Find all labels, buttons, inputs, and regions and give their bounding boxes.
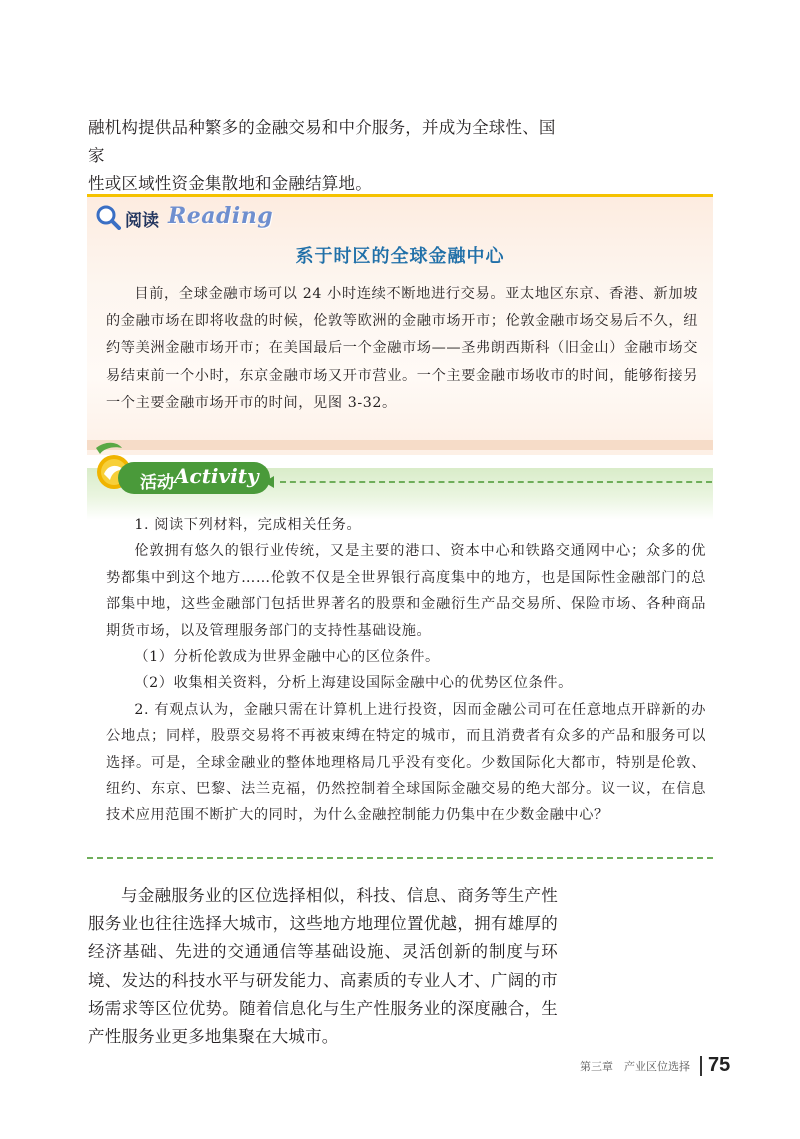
- intro-line-2: 性或区域性资金集散地和金融结算地。: [88, 174, 372, 193]
- activity-top-divider: [280, 481, 712, 483]
- closing-paragraph: 与金融服务业的区位选择相似，科技、信息、商务等生产性服务业也往往选择大城市，这些地方地理位置优越，拥有雄厚的经济基础、先进的交通通信等基础设施、灵活创新的制度与环境、发达的科技水平与研发能力、高素质的专业人才、广阔的市场需求等区位优势。随着信息化与生产性服务业的深度融合，生产性服务业更多地集聚在大城市。: [88, 886, 558, 1047]
- activity-label-en: Activity: [174, 464, 259, 488]
- activity-task-1-q2: （2）收集相关资料，分析上海建设国际金融中心的优势区位条件。: [134, 675, 573, 692]
- activity-task-1-q1: （1）分析伦敦成为世界金融中心的区位条件。: [134, 649, 440, 666]
- activity-label: 活动: [140, 473, 174, 493]
- magnifier-icon: [95, 204, 121, 230]
- intro-line-1: 融机构提供品种繁多的金融交易和中介服务，并成为全球性、国家: [88, 118, 556, 165]
- chapter-title: 第三章 产业区位选择: [580, 1060, 690, 1073]
- reading-label-en: Reading: [168, 203, 274, 229]
- page-number: 75: [708, 1054, 731, 1076]
- reading-label: 阅读: [125, 211, 159, 231]
- reading-box-bottom-band: [87, 440, 713, 450]
- reading-body: 目前，全球金融市场可以 24 小时连续不断地进行交易。亚太地区东京、香港、新加坡的金融市场在即将收盘的时候，伦敦等欧洲的金融市场开市；伦敦金融市场交易后不久，纽约等美洲金融市场开市；在美国最后一个金融市场——圣弗朗西斯科（旧金山）金融市场交易结束前一个小时，东京金融市场又开市营业。一个主要金融市场收市的时间，能够衔接另一个主要金融市场开市的时间，见图 3-32。: [106, 286, 698, 411]
- activity-task-2: 2. 有观点认为，金融只需在计算机上进行投资，因而金融公司可在任意地点开辟新的办公地点；同样，股票交易将不再被束缚在特定的城市，而且消费者有众多的产品和服务可以选择。可是，全球金融业的整体地理格局几乎没有变化。少数国际化大都市，特别是伦敦、纽约、东京、巴黎、法兰克福，仍然控制着全球国际金融交易的绝大部分。议一议，在信息技术应用范围不断扩大的同时，为什么金融控制能力仍集中在少数金融中心？: [106, 701, 706, 824]
- intro-paragraph: [88, 114, 558, 198]
- activity-body: [106, 512, 706, 829]
- activity-task-1-material: 伦敦拥有悠久的银行业传统，又是主要的港口、资本中心和铁路交通网中心；众多的优势都集中到这个地方……伦敦不仅是全世界银行高度集中的地方，也是国际性金融部门的总部集中地，这些金融部门包括世界著名的股票和金融衍生产品交易所、保险市场、各种商品期货市场，以及管理服务部门的支持性基础设施。: [106, 543, 706, 639]
- activity-task-1-heading: 1. 阅读下列材料，完成相关任务。: [134, 517, 362, 533]
- footer-divider: [700, 1056, 702, 1076]
- reading-title: 系于时区的全球金融中心: [295, 246, 505, 267]
- activity-bottom-divider: [87, 857, 713, 859]
